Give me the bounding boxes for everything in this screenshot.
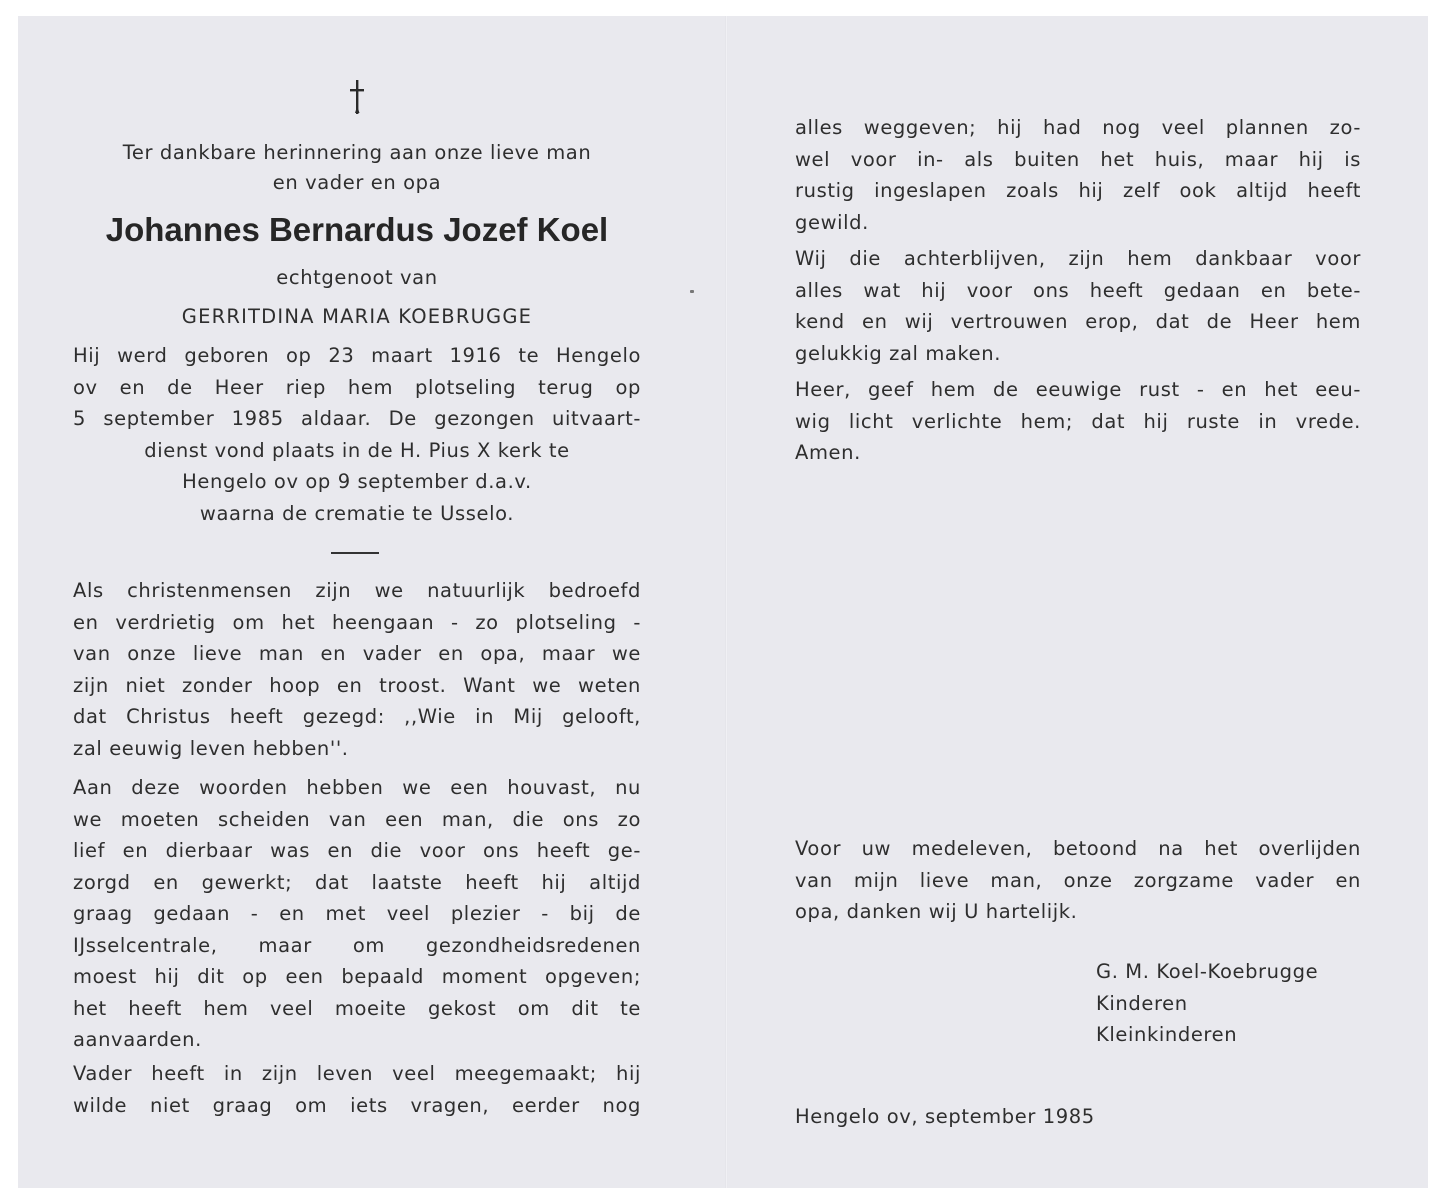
text-line: het heeft hem veel moeite gekost om dit te [73, 996, 641, 1020]
text-line: zorgd en gewerkt; dat laatste heeft hij altijd [73, 870, 641, 894]
text-line: Heer, geef hem de eeuwige rust - en het eeu- [795, 378, 1361, 401]
text-line: Amen. [795, 441, 861, 464]
text-line: wilde niet graag om iets vragen, eerder nog [73, 1093, 641, 1117]
text-line: kend en wij vertrouwen erop, dat de Heer hem [795, 310, 1361, 333]
text-line: rustig ingeslapen zoals hij zelf ook altijd heeft [795, 179, 1361, 202]
text-line: zijn niet zonder hoop en troost. Want we weten [73, 673, 641, 697]
biography [73, 340, 641, 529]
paragraph [795, 374, 1361, 469]
text-line: lief en dierbaar was en die voor ons heeft ge- [73, 839, 641, 862]
text-line: wig licht verlichte hem; dat hij ruste in vrede. [795, 409, 1361, 433]
paragraph [73, 575, 641, 764]
text-line: wel voor in- als buiten het huis, maar hij is [795, 147, 1361, 171]
intro-text [73, 138, 641, 198]
text-line: gelukkig zal maken. [795, 341, 1002, 365]
memorial-card [18, 16, 1428, 1188]
place-date: Hengelo ov, september 1985 [795, 1105, 1095, 1128]
signatory-line: Kinderen [1096, 991, 1188, 1015]
text-line: zal eeuwig leven hebben''. [73, 736, 349, 760]
text-line: Voor uw medeleven, betoond na het overlijden [795, 837, 1361, 860]
paragraph [795, 112, 1361, 238]
text-line: graag gedaan - en met veel plezier - bij de [73, 902, 641, 925]
text-line: alles wat hij voor ons heeft gedaan en bete- [795, 278, 1361, 302]
right-page [795, 16, 1361, 1188]
divider [331, 552, 379, 554]
text-line: alles weggeven; hij had nog veel plannen zo- [795, 116, 1361, 139]
text-line: dat Christus heeft gezegd: ,,Wie in Mij gelooft, [73, 705, 641, 728]
text-line: en verdrietig om het heengaan - zo plotseling - [73, 610, 641, 634]
bio-line: Hij werd geboren op 23 maart 1916 te Hengelo [73, 344, 641, 367]
bio-line: 5 september 1985 aldaar. De gezongen uitvaart- [73, 407, 641, 430]
text-line: opa, danken wij U hartelijk. [795, 900, 1078, 923]
paragraph [73, 772, 641, 1056]
bio-line: waarna de crematie te Usselo. [199, 501, 515, 525]
text-line: aanvaarden. [73, 1028, 202, 1051]
left-page [73, 16, 641, 1188]
paragraph [795, 243, 1361, 369]
card-fold [725, 16, 728, 1188]
paragraph [73, 1058, 641, 1121]
signatory-line: Kleinkinderen [1096, 1023, 1238, 1046]
bio-line: Hengelo ov op 9 september d.a.v. [182, 470, 532, 493]
text-line: Als christenmensen zijn we natuurlijk bedroefd [73, 579, 641, 602]
spouse-name: GERRITDINA MARIA KOEBRUGGE [181, 305, 533, 328]
deceased-name: Johannes Bernardus Jozef Koel [105, 211, 609, 248]
signatory-line: G. M. Koel-Koebrugge [1096, 960, 1319, 983]
paper-speck [690, 290, 694, 293]
intro-line: en vader en opa [272, 171, 442, 194]
text-line: Wij die achterblijven, zijn hem dankbaar voor [795, 247, 1361, 270]
cross-icon [350, 80, 364, 114]
bio-line: ov en de Heer riep hem plotseling terug op [73, 375, 641, 399]
spouse-label: echtgenoot van [276, 266, 438, 289]
text-line: moest hij dit op een bepaald moment opgeven; [73, 965, 641, 988]
text-line: van onze lieve man en vader en opa, maar we [73, 642, 641, 665]
text-line: Aan deze woorden hebben we een houvast, nu [73, 776, 641, 799]
text-line: we moeten scheiden van een man, die ons zo [73, 807, 641, 831]
signatories [1096, 956, 1361, 1051]
bio-line: dienst vond plaats in de H. Pius X kerk te [144, 438, 570, 462]
thanks-paragraph [795, 833, 1361, 928]
text-line: gewild. [795, 210, 869, 234]
text-line: Vader heeft in zijn leven veel meegemaakt; hij [73, 1062, 641, 1085]
text-line: van mijn lieve man, onze zorgzame vader en [795, 868, 1361, 892]
intro-line: Ter dankbare herinnering aan onze lieve man [122, 141, 592, 164]
text-line: IJsselcentrale, maar om gezondheidsredenen [73, 933, 641, 957]
